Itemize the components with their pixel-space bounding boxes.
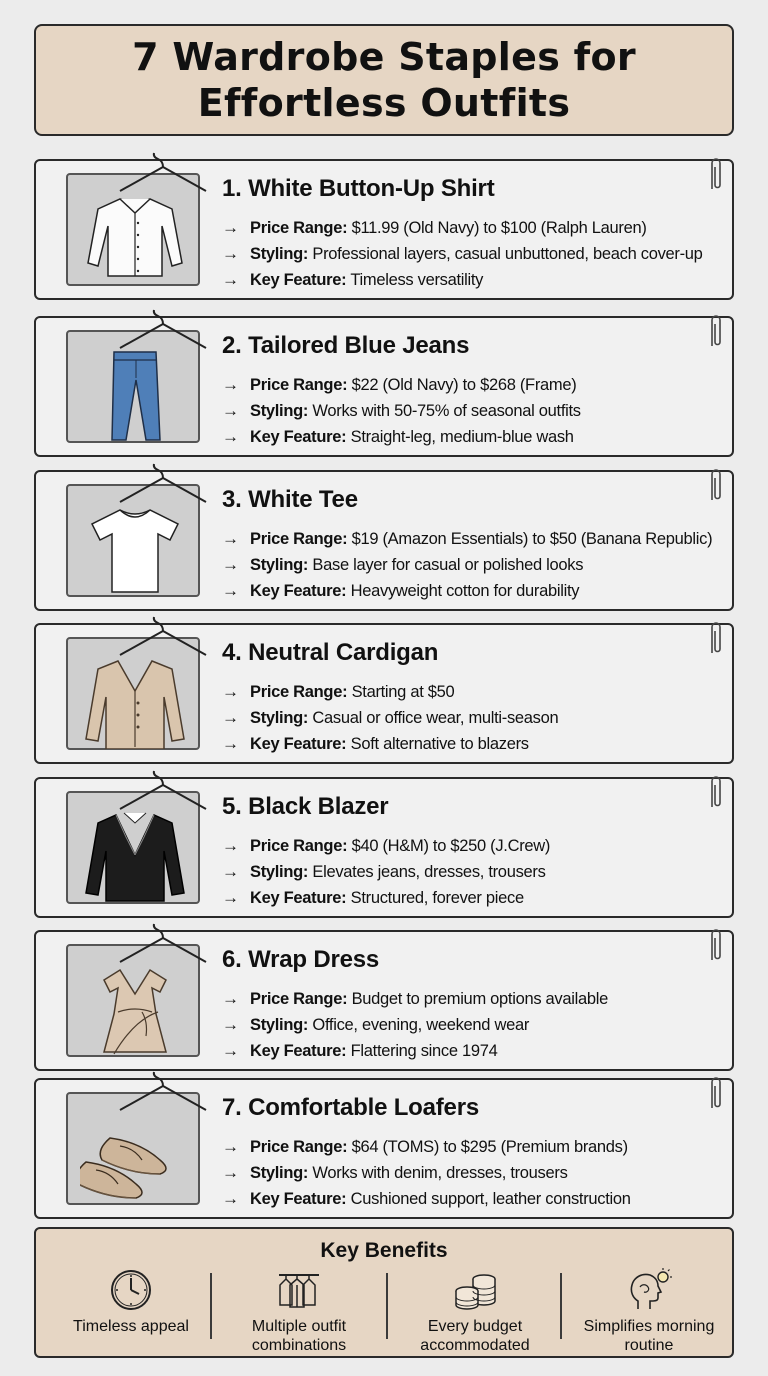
staple-card <box>34 470 734 611</box>
key-feature: → Key Feature: Timeless versatility <box>222 267 732 293</box>
arrow-icon: → <box>222 375 239 394</box>
arrow-icon: → <box>222 989 239 1008</box>
benefit-label: Multiple outfit combinations <box>251 1318 347 1354</box>
jeans-icon <box>80 350 190 442</box>
page-title-line2: Effortless Outfits <box>197 81 571 125</box>
arrow-icon: → <box>222 555 239 574</box>
benefit-timeless <box>44 1265 218 1355</box>
title-banner <box>34 24 734 136</box>
staple-details <box>222 526 732 604</box>
arrow-icon: → <box>222 682 239 701</box>
key-feature: → Key Feature: Heavyweight cotton for durability <box>222 578 732 604</box>
price-range: → Price Range: $64 (TOMS) to $295 (Premium brands) <box>222 1134 732 1160</box>
staple-card <box>34 159 734 300</box>
garment-frame <box>66 637 200 750</box>
staple-heading: 4. Neutral Cardigan <box>222 639 439 666</box>
arrow-icon: → <box>222 244 239 263</box>
styling: → Styling: Works with denim, dresses, trousers <box>222 1160 732 1186</box>
staple-details <box>222 986 732 1064</box>
arrow-icon: → <box>222 401 239 420</box>
arrow-icon: → <box>222 529 239 548</box>
arrow-icon: → <box>222 862 239 881</box>
staple-details <box>222 215 732 293</box>
staple-card <box>34 930 734 1071</box>
benefit-label: Simplifies morning routine <box>583 1318 715 1354</box>
staple-details <box>222 1134 732 1212</box>
clothing-rack-icon <box>276 1267 322 1313</box>
garment-frame <box>66 791 200 904</box>
staple-heading: 5. Black Blazer <box>222 793 389 820</box>
arrow-icon: → <box>222 888 239 907</box>
key-benefits-panel <box>34 1227 734 1358</box>
benefit-label: Timeless appeal <box>73 1318 189 1335</box>
price-range: → Price Range: Budget to premium options available <box>222 986 732 1012</box>
blazer-icon <box>80 811 190 903</box>
paperclip-icon <box>706 155 726 195</box>
staple-details <box>222 679 732 757</box>
page-title-line1: 7 Wardrobe Staples for <box>132 35 636 79</box>
styling: → Styling: Casual or office wear, multi-season <box>222 705 732 731</box>
staple-heading: 3. White Tee <box>222 486 358 513</box>
paperclip-icon <box>706 619 726 659</box>
staple-details <box>222 833 732 911</box>
arrow-icon: → <box>222 1015 239 1034</box>
arrow-icon: → <box>222 1189 239 1208</box>
arrow-icon: → <box>222 427 239 446</box>
paperclip-icon <box>706 926 726 966</box>
arrow-icon: → <box>222 1163 239 1182</box>
paperclip-icon <box>706 466 726 506</box>
key-feature: → Key Feature: Flattering since 1974 <box>222 1038 732 1064</box>
price-range: → Price Range: $19 (Amazon Essentials) to $50 (Banana Republic) <box>222 526 732 552</box>
paperclip-icon <box>706 312 726 352</box>
price-range: → Price Range: $11.99 (Old Navy) to $100 (Ralph Lauren) <box>222 215 732 241</box>
coin-stack-icon <box>452 1267 498 1313</box>
styling: → Styling: Elevates jeans, dresses, trousers <box>222 859 732 885</box>
arrow-icon: → <box>222 581 239 600</box>
staple-heading: 6. Wrap Dress <box>222 946 380 973</box>
key-feature: → Key Feature: Straight-leg, medium-blue wash <box>222 424 732 450</box>
garment-frame <box>66 330 200 443</box>
styling: → Styling: Works with 50-75% of seasonal outfits <box>222 398 732 424</box>
paperclip-icon <box>706 773 726 813</box>
benefit-label: Every budget accommodated <box>420 1318 530 1354</box>
cardigan-icon <box>80 657 190 749</box>
key-feature: → Key Feature: Structured, forever piece <box>222 885 732 911</box>
arrow-icon: → <box>222 708 239 727</box>
arrow-icon: → <box>222 734 239 753</box>
head-lightbulb-icon <box>626 1267 672 1313</box>
styling: → Styling: Office, evening, weekend wear <box>222 1012 732 1038</box>
staple-heading: 2. Tailored Blue Jeans <box>222 332 470 359</box>
garment-frame <box>66 944 200 1057</box>
key-feature: → Key Feature: Cushioned support, leather construction <box>222 1186 732 1212</box>
styling: → Styling: Base layer for casual or polished looks <box>222 552 732 578</box>
benefit-routine <box>562 1265 736 1355</box>
staple-heading: 7. Comfortable Loafers <box>222 1094 479 1121</box>
key-feature: → Key Feature: Soft alternative to blazers <box>222 731 732 757</box>
staple-heading: 1. White Button-Up Shirt <box>222 175 495 202</box>
arrow-icon: → <box>222 836 239 855</box>
arrow-icon: → <box>222 1137 239 1156</box>
key-benefits-heading: Key Benefits <box>320 1239 448 1262</box>
page-title <box>132 34 636 126</box>
staple-card <box>34 623 734 764</box>
arrow-icon: → <box>222 218 239 237</box>
staple-card <box>34 777 734 918</box>
arrow-icon: → <box>222 1041 239 1060</box>
price-range: → Price Range: $22 (Old Navy) to $268 (Frame) <box>222 372 732 398</box>
price-range: → Price Range: $40 (H&M) to $250 (J.Crew) <box>222 833 732 859</box>
garment-frame <box>66 484 200 597</box>
staple-card <box>34 1078 734 1219</box>
staple-card <box>34 316 734 457</box>
staple-details <box>222 372 732 450</box>
garment-frame <box>66 173 200 286</box>
shirt-icon <box>80 193 190 285</box>
paperclip-icon <box>706 1074 726 1114</box>
loafers-icon <box>80 1112 190 1204</box>
clock-icon <box>108 1267 154 1313</box>
styling: → Styling: Professional layers, casual unbuttoned, beach cover-up <box>222 241 732 267</box>
benefit-combinations <box>212 1265 386 1355</box>
benefit-budget <box>388 1265 562 1355</box>
garment-frame <box>66 1092 200 1205</box>
dress-icon <box>80 964 190 1056</box>
price-range: → Price Range: Starting at $50 <box>222 679 732 705</box>
tee-icon <box>80 504 190 596</box>
arrow-icon: → <box>222 270 239 289</box>
